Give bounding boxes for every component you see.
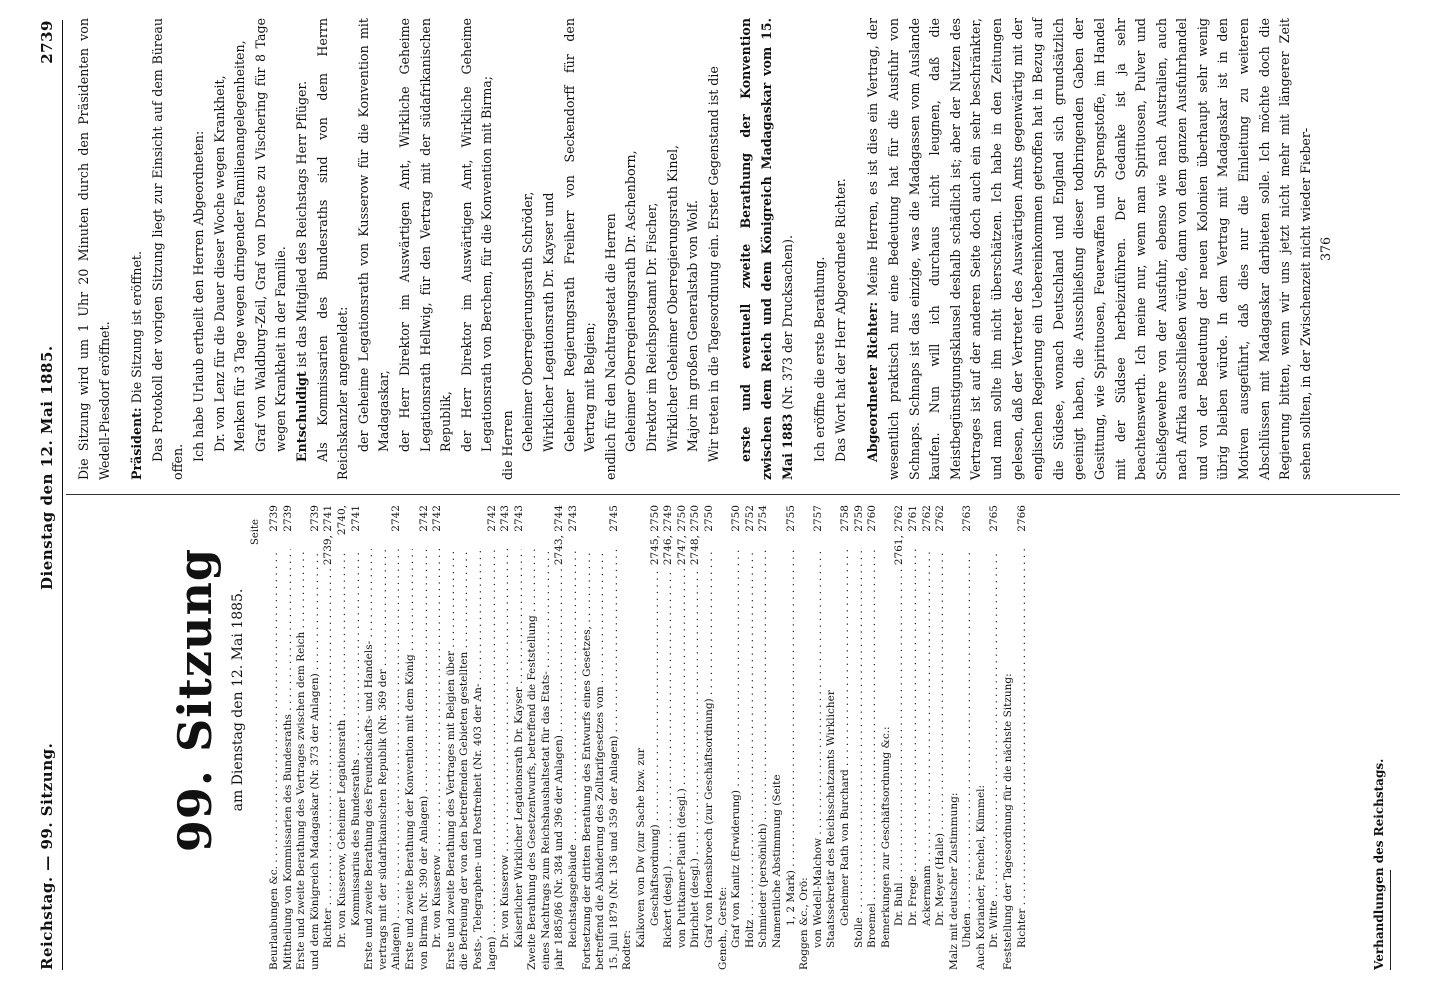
running-head-left: Reichstag. — 99. Sitzung. [38, 742, 56, 970]
contents-entry-title: von Wedell-Malchow . . . [812, 549, 826, 970]
paragraph-text: Geheimer Regierungsrath Freiherr von Seckendorff für den Vertrag mit Belgien; [561, 18, 598, 452]
speaker-label: Präsident: [129, 407, 145, 480]
contents-entry-page: 2760 [866, 505, 879, 532]
contents-entry-title: Reichstagsgebäude . . . [567, 549, 581, 970]
paragraph-text: der Herr Direktor im Auswärtigen Amt, Wirkliche Geheime Legationsrath Hellwig, für den Vertrag mit der südafrikanischen Republik, [396, 18, 454, 452]
paragraph-text: endlich für den Nachtragsetat die Herren [602, 213, 618, 480]
contents-entry [866, 505, 880, 970]
contents-entry-title: Kaiserlicher Wirklicher Legationsrath Dr. Kayser . . . [513, 549, 527, 970]
contents-entry-title: jahr 1885/86 (Nr. 384 und 396 der Anlagen) . . . [553, 569, 567, 970]
contents-entry-page: 2739, 2741 [322, 505, 335, 566]
body-paragraph [313, 18, 354, 480]
contents-entry [594, 505, 608, 970]
speaker-label: Entschuldigt [293, 371, 309, 462]
paragraph-text: Ich eröffne die erste Berathung. [812, 256, 828, 462]
contents-entry [948, 505, 962, 970]
header-rule [62, 20, 63, 970]
body-paragraph [704, 18, 725, 480]
contents-entry-title: Zweite Berathung des Gesetzentwurfs, betreffend die Feststellung . . . [526, 549, 540, 970]
contents-entry [309, 505, 323, 970]
speaker-label: Abgeordneter Richter: [865, 301, 881, 462]
contents-entry [282, 505, 296, 970]
contents-entry-title: Graf von Hoensbroech (zur Geschäftsordnung) . . . [703, 549, 717, 970]
contents-entry [418, 505, 432, 970]
contents-entry [336, 505, 350, 970]
contents-entry [472, 505, 486, 970]
contents-entry-page: 2754 [757, 505, 770, 532]
contents-entry-page: 2745, 2750 [648, 505, 661, 566]
contents-entry [350, 505, 364, 970]
contents-entry [730, 505, 744, 970]
body-paragraph [230, 18, 251, 480]
contents-entry-title: Malz mit deutscher Zustimmung: [947, 792, 960, 970]
contents-entry-title: Posts-, Telegraphen- und Postfreiheit (Nr. 403 der An- . . . [472, 549, 486, 970]
contents-entry-page: 2758 [838, 505, 851, 532]
contents-entry-page: 2757 [811, 505, 824, 532]
contents-entry [825, 505, 839, 970]
contents-entry [961, 505, 975, 970]
body-paragraph [251, 18, 292, 480]
contents-entry [458, 505, 472, 970]
contents-entry-page: 2761, 2762 [893, 505, 906, 566]
contents-entry-title: Dr. Witte . . . [988, 549, 1002, 970]
contents-entry [486, 505, 500, 970]
contents-entry-title: Roggen &c., Orö: [798, 877, 811, 970]
contents-entry [567, 505, 581, 970]
contents-entry-title: Broemel . . . [866, 549, 880, 970]
contents-entry [921, 505, 935, 970]
contents-entry-page: 2761 [906, 505, 919, 532]
contents-entry [322, 505, 336, 970]
contents-entry-title: Dirichlet (desgl.) . . . [689, 569, 703, 970]
body-paragraph [148, 18, 189, 480]
contents-entry [785, 505, 799, 970]
contents-entry-title: Ackermann . . . [921, 549, 935, 970]
contents-entry-title: Richter . . . [322, 569, 336, 970]
footer-title: Verhandlungen des Reichstags. [1372, 505, 1391, 970]
paragraph-text: Das Protokoll der vorigen Sitzung liegt zur Einsicht auf dem Büreau offen. [149, 18, 186, 480]
contents-entry-title: von Puttkamer-Plauth (desgl.) . . . [676, 569, 690, 970]
contents-entry [893, 505, 907, 970]
contents-entry-title: Anlagen) . . . [390, 549, 404, 970]
contents-entry-title: Mittheilung von Kommissarien des Bundesraths . . . [282, 549, 296, 970]
contents-entry [553, 505, 567, 970]
paragraph-text: der Herr Direktor im Auswärtigen Amt, Wirkliche Geheime Legationsrath von Berchem, für die Konvention mit Birma; [458, 18, 495, 452]
contents-entry-page: 2759 [852, 505, 865, 532]
body-paragraph [498, 18, 519, 480]
contents-entry [853, 505, 867, 970]
contents-entry [907, 505, 921, 970]
contents-entry [581, 505, 595, 970]
contents-entry-title: die Befreiung der von den betreffenden Gebieten gestellten . . . [458, 549, 472, 970]
body-paragraph [292, 18, 313, 480]
contents-entry-title: Staatssekretär des Reichsschatzamts Wirklicher [825, 690, 838, 948]
contents-entry-page: 2745 [607, 505, 620, 532]
contents-entry-title: Namentliche Abstimmung (Seite [770, 774, 783, 948]
paragraph-text: der Geheime Legationsrath von Kusserow für die Konvention mit Madagaskar, [355, 18, 392, 452]
paragraph-text: Direktor im Reichspostamt Dr. Fischer, [644, 202, 660, 452]
paragraph-text: Das Wort hat der Herr Abgeordnete Richter. [832, 178, 848, 462]
contents-entry-title: lagen) . . . [486, 549, 500, 970]
contents-entry [988, 505, 1002, 970]
running-head [38, 20, 60, 970]
body-paragraph [810, 18, 831, 480]
contents-entry-title: von Birma (Nr. 390 der Anlagen) . . . [418, 549, 432, 970]
contents-entry-title: Bemerkungen zur Geschäftsordnung &c.: [879, 726, 892, 948]
contents-entry-title: Stolle . . . [853, 549, 867, 970]
contents-entry [676, 505, 690, 970]
paragraph-text: 376 [1318, 236, 1334, 262]
contents-entry [513, 505, 527, 970]
contents-entry [621, 505, 635, 970]
contents-entry-page: 2755 [784, 505, 797, 532]
contents-entry-page: 2743 [567, 505, 580, 532]
contents-entry [295, 505, 309, 970]
paragraph-text: (Nr. 373 der Drucksachen). [779, 234, 795, 414]
contents-entry-title: Richter . . . [1016, 549, 1030, 970]
contents-entry-title: Beurlaubungen &c. . . . [268, 549, 282, 970]
contents-entry-page: 2739 [281, 505, 294, 532]
paragraph-text: Major im großen Generalstab von Wolf. [685, 200, 701, 452]
contents-entry-page: 2741 [349, 505, 362, 532]
contents-entry-page: 2743 [499, 505, 512, 532]
contents-entry [975, 505, 989, 970]
contents-entry [363, 505, 377, 970]
contents-entry [526, 505, 540, 970]
contents-entry [689, 505, 703, 970]
contents-entry-page: 2740, [335, 505, 348, 536]
paragraph-text: ist das Mitglied des Reichstags Herr Pflüger. [293, 80, 309, 372]
contents-entry [717, 505, 731, 970]
body-paragraph [863, 18, 1316, 480]
contents-entry [268, 505, 282, 970]
contents-entry-title: Dr. Meyer (Halle) . . . [934, 549, 948, 970]
contents-entry [377, 505, 391, 970]
contents-entry-page: 2743, 2744 [553, 505, 566, 566]
contents-entry-title: und dem Königreich Madagaskar (Nr. 373 der Anlagen) . . . [309, 549, 323, 970]
body-paragraph [127, 18, 148, 480]
contents-entry [431, 505, 445, 970]
body-paragraph [683, 18, 704, 480]
contents-entry [839, 505, 853, 970]
contents-entry-title: Dr. von Kusserow, Geheimer Legationsrath . . . [336, 549, 350, 970]
contents-entry [934, 505, 948, 970]
contents-entry-title: Kommissarius des Bundesraths . . . [350, 549, 364, 970]
paragraph-text: die Herren [499, 410, 515, 480]
dfg-notice [1398, 0, 1432, 1000]
contents-entry-title: Auch Koriander, Fenchel, Kümmel: [974, 784, 987, 970]
contents-entry-page: 2742 [485, 505, 498, 532]
body-paragraph [189, 18, 210, 480]
contents-entry [445, 505, 459, 970]
session-subtitle: am Dienstag den 12. Mai 1885. [230, 588, 246, 812]
contents-entry [390, 505, 404, 970]
paragraph-text: Die Sitzung ist eröffnet. [129, 250, 145, 408]
table-of-contents [268, 505, 1029, 970]
session-title: 99. Sitzung [168, 547, 222, 853]
contents-entry [771, 505, 785, 970]
contents-entry [662, 505, 676, 970]
contents-entry-page: 2766 [1015, 505, 1028, 532]
contents-entry-title: 1, 2 Mark) . . . [785, 549, 799, 970]
contents-entry-title: Dr. Buhl . . . [893, 569, 907, 970]
contents-entry-title: vertrags mit der südafrikanischen Republik (Nr. 369 der . . . [377, 549, 391, 970]
paragraph-text: Wirklicher Geheimer Oberregierungsrath Kinel, [664, 145, 680, 452]
contents-entry [798, 505, 812, 970]
paragraph-text: Ich habe Urlaub ertheilt den Herren Abgeordneten: [190, 130, 206, 462]
contents-entry-title: Rickert (desgl.) . . . [662, 569, 676, 970]
contents-entry-title: eines Nachtrags zum Reichshaushaltsetat für das Etats- . . . [540, 549, 554, 970]
contents-entry [703, 505, 717, 970]
contents-entry-page: 2742 [417, 505, 430, 532]
contents-entry-title: Geschäftsordnung) . . . [649, 569, 663, 970]
body-paragraph [642, 18, 663, 480]
contents-entry-title: Schmieder (persönlich) . . . [757, 549, 771, 970]
contents-entry-page: 2746, 2749 [662, 505, 675, 566]
contents-entry [404, 505, 418, 970]
contents-entry-page: 2747, 2750 [675, 505, 688, 566]
contents-entry-title: Rodter: [621, 930, 634, 970]
paragraph-text: Wirklicher Legationsrath Dr. Kayser und [541, 192, 557, 452]
contents-entry-title: Erste und zweite Berathung des Vertrages mit Belgien über . . . [445, 549, 459, 970]
body-paragraph [560, 18, 601, 480]
contents-entry-page: 2752 [743, 505, 756, 532]
contents-entry-page: 2739 [308, 505, 321, 532]
contents-entry-title: Geneh., Gerste: [716, 886, 729, 970]
contents-entry-title: Dr. von Kusserow . . . [499, 549, 513, 970]
contents-entry-title: Uhden . . . [961, 549, 975, 970]
contents-entry [1002, 505, 1016, 970]
body-paragraph [518, 18, 539, 480]
contents-entry-title: Erste und zweite Berathung des Vertrages zwischen dem Reich . . . [295, 549, 309, 970]
contents-entry-page: 2763 [961, 505, 974, 532]
contents-entry-title: Fortsetzung der dritten Berathung des Entwurfs eines Gesetzes, . . . [581, 549, 595, 970]
body-paragraph [210, 18, 231, 480]
body-paragraph [831, 18, 852, 480]
paragraph-text: Als Kommissarien des Bundesraths sind von dem Herrn Reichskanzler angemeldet: [314, 18, 351, 480]
body-paragraph [74, 18, 115, 480]
contents-entry-title: Holtz . . . [744, 549, 758, 970]
column-rule [66, 494, 1400, 495]
body-paragraph [1316, 18, 1337, 480]
contents-entry [757, 505, 771, 970]
contents-entry [880, 505, 894, 970]
contents-entry-page: 2742 [390, 505, 403, 532]
contents-entry [1016, 505, 1030, 970]
contents-entry-title: Feststellung der Tagesordnung für die nächste Sitzung: [1002, 673, 1015, 970]
paragraph-text: Geheimer Oberregierungsrath Schröder, [520, 191, 536, 452]
page-number: 2739 [38, 20, 56, 64]
contents-entry [744, 505, 758, 970]
contents-entry-title: betreffend die Abänderung des Zolltarifgesetzes vom . . . [594, 549, 608, 970]
body-paragraph [395, 18, 457, 480]
paragraph-text: Wir treten in die Tagesordnung ein. Erster Gegenstand ist die [705, 66, 721, 462]
contents-entry-title: Kalkoven von Dw (zur Sache bzw. zur [635, 748, 648, 948]
contents-entry-title: Geheimer Rath von Burchard . . . [839, 549, 853, 970]
contents-entry-page: 2765 [988, 505, 1001, 532]
contents-entry-page: 2739 [268, 505, 280, 532]
paragraph-text: Menken für 3 Tage wegen dringender Familienangelegenheiten, [232, 40, 248, 452]
body-paragraph [457, 18, 498, 480]
contents-entry-title: Dr. von Kusserow . . . [431, 549, 445, 970]
paragraph-text: Graf von Waldburg-Zeil, Graf von Droste zu Vischering für 8 Tage wegen Krankheit in der Familie. [252, 18, 289, 452]
contents-entry-title: Graf von Kanitz (Erwiderung) . . . [730, 549, 744, 970]
paragraph-text: Meine Herren, es ist dies ein Vertrag, der wesentlich praktisch nur eine Bedeutung hat für die Ausfuhr von Schnaps. Schnaps ist das einzige, was die Madagassen vom Auslande kaufen. Nun will ich durchaus nicht leugnen, daß die Meistbegünstigungsklausel deshalb schädlich ist; aber der Nutzen des Vertrages ist auf der anderen Seite doch auch ein sehr beschränkter, und man sollte ihn nicht überschätzen. Ich habe in den Zeitungen gelesen, daß der Vertreter des Auswärtigen Amts gegenwärtig mit der englischen Regierung ein Uebereinkommen getroffen hat in Bezug auf die Südsee, wonach Deutschland und England sich grundsätzlich geeinigt haben, die Ausschließung dieser todbringenden Gaben der Gesittung, wie Spirituosen, Feuerwaffen und Sprengstoffe, im Handel mit der Südsee herbeizuführen. Der Gedanke ist ja sehr beachtenswerth. Ich meine nur, wenn man Spirituosen, Pulver und Schießgewehre von der Ausfuhr, ebenso wie nach Australien, auch nach Afrika ausschließen würde, dann von dem ganzen Ausfuhrhandel und von der Bedeutung der neuen Kolonien überhaupt sehr wenig übrig bleiben würde. In dem Vertrag mit Madagaskar ist in den Motiven ausgeführt, daß dies nur die Einleitung zu weiteren Abschlüssen mit Madagaskar darbieten solle. Ich möchte doch die Regierung bitten, wenn wir uns jetzt nicht mehr mit längerer Zeit sehen sollten, in der Zwischenzeit nicht wieder Fieber- [865, 18, 1313, 480]
body-paragraph [621, 18, 642, 480]
running-head-center: Dienstag den 12. Mai 1885. [38, 345, 56, 590]
contents-entry-page: 2742 [431, 505, 444, 532]
contents-entry-title: Erste und zweite Berathung der Konvention mit dem König . . . [404, 549, 418, 970]
contents-entry [649, 505, 663, 970]
body-paragraph [601, 18, 622, 480]
session-transcript [74, 18, 1337, 480]
contents-entry-title: Dr. Frege . . . [907, 549, 921, 970]
contents-entry-title: Erste und zweite Berathung des Freundschafts- und Handels- . . . [363, 549, 377, 970]
contents-entry-page: 2762 [920, 505, 933, 532]
body-paragraph [736, 18, 798, 480]
paragraph-text: Geheimer Oberregierungsrath Dr. Aschenborn, [623, 150, 639, 452]
contents-entry [635, 505, 649, 970]
agenda-heading: erste und eventuell zweite Berathung der Konvention zwischen dem Reich und dem Königreich Madagaskar vom 15. Mai 1883 [738, 18, 795, 480]
contents-entry [540, 505, 554, 970]
contents-entry-page: 2748, 2750 [689, 505, 702, 566]
contents-entry-title: 15. Juli 1879 (Nr. 136 und 359 der Anlagen) . . . [608, 549, 622, 970]
contents-entry-page: 2750 [730, 505, 743, 532]
body-paragraph [663, 18, 684, 480]
body-paragraph [539, 18, 560, 480]
contents-entry-page: 2743 [512, 505, 525, 532]
contents-entry [608, 505, 622, 970]
page-column-label: Seite [250, 519, 261, 545]
paragraph-text: Dr. von Lenz für die Dauer dieser Woche wegen Krankheit, [211, 75, 227, 452]
body-paragraph [354, 18, 395, 480]
contents-entry-page: 2762 [934, 505, 947, 532]
contents-entry-page: 2750 [703, 505, 715, 532]
paragraph-text: Die Sitzung wird um 1 Uhr 20 Minuten durch den Präsidenten von Wedell-Piesdorf eröffnet. [76, 18, 112, 480]
contents-entry [812, 505, 826, 970]
contents-entry [499, 505, 513, 970]
